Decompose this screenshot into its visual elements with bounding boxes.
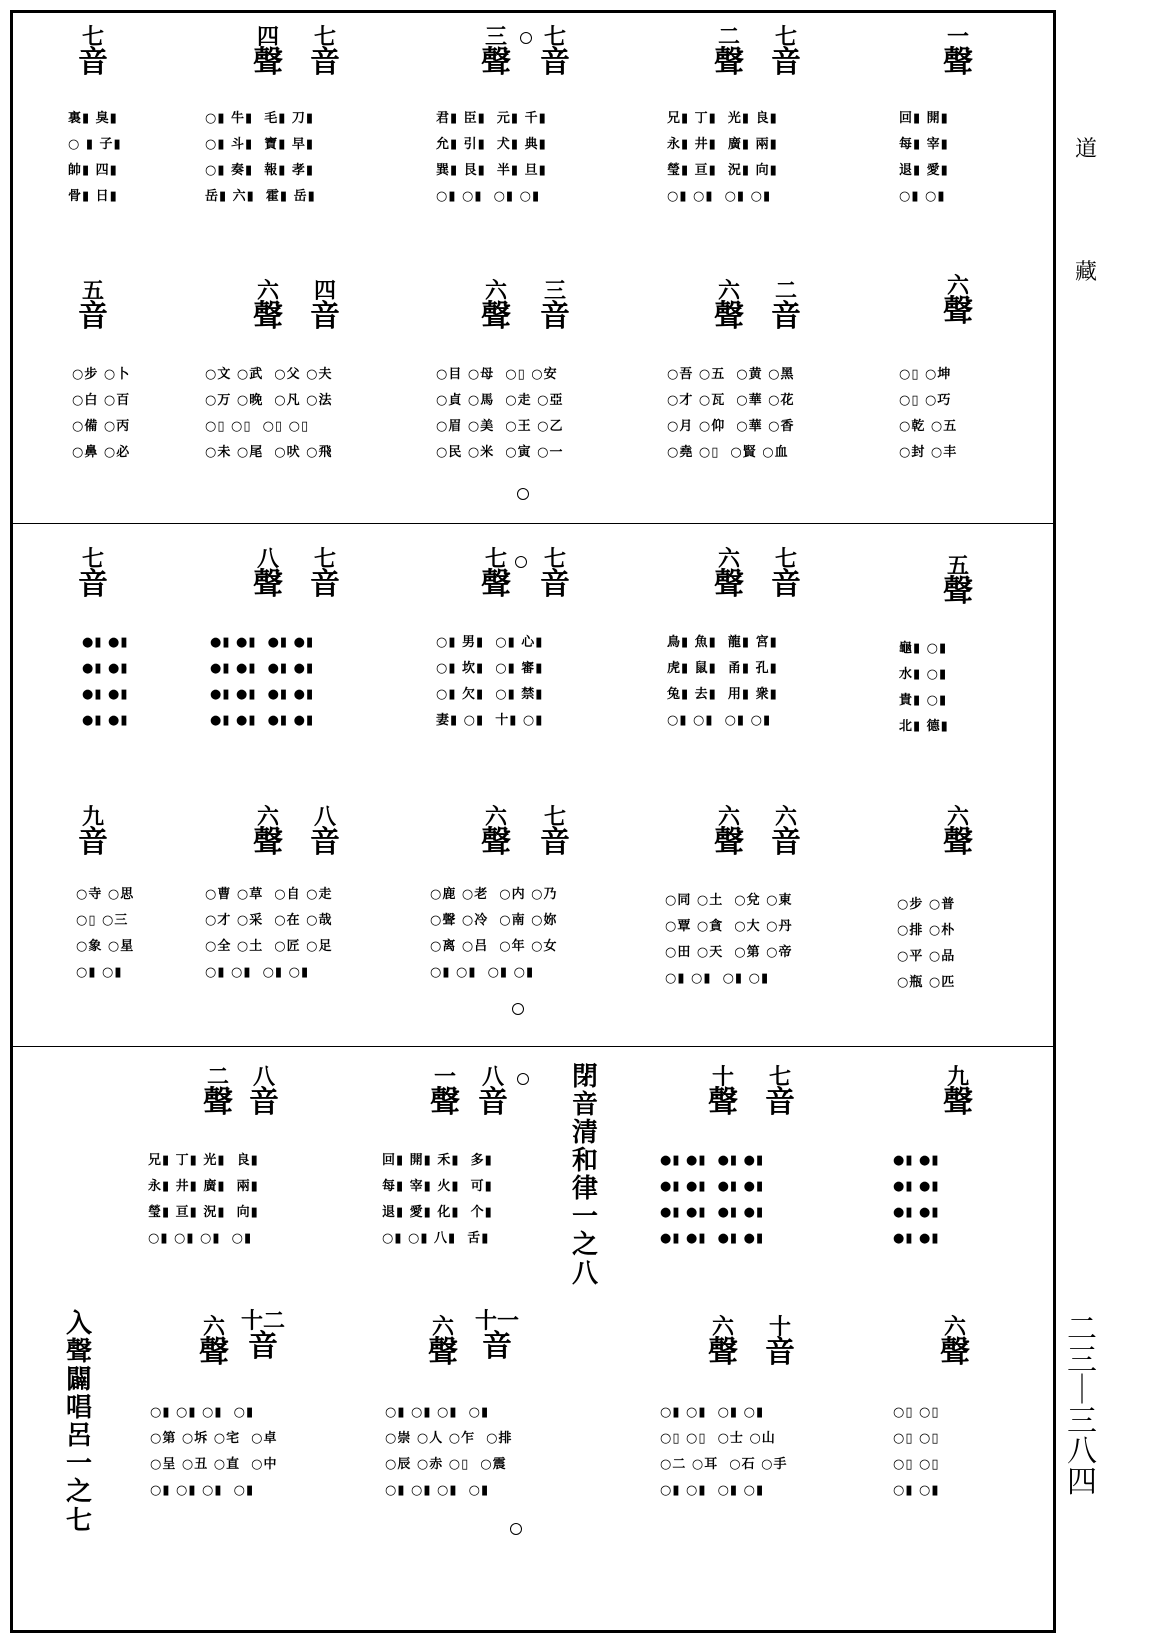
margin-label-bottom: 藏 <box>1075 260 1098 285</box>
divider-2 <box>13 1046 1053 1047</box>
cell-r2-g3: ○目 ○母 ○▯ ○安 ○貞 ○馬 ○走 ○亞 ○眉 ○美 ○王 ○乙 ○民 ○米 ○寅 ○一 <box>436 367 564 460</box>
divider-1 <box>13 523 1053 524</box>
heading-r6-g1b: 十二 音 <box>241 1308 286 1364</box>
cell-r1-g3: 君▮ 臣▮ 元▮ 千▮ 允▮ 引▮ 犬▮ 典▮ 巽▮ 艮▮ 半▮ 旦▮ ○▮ ○▮ ○▮ ○▮ <box>436 111 547 204</box>
cell-r6-g2: ○▮ ○▮ ○▮ ○▮ ○崇 ○人 ○乍 ○排 ○辰 ○赤 ○▯ ○震 ○▮ ○▮ ○▮ ○▮ <box>385 1405 513 1498</box>
cell-r3-g1: ●▮ ●▮ ●▮ ●▮ ●▮ ●▮ ●▮ ●▮ <box>82 635 129 728</box>
heading-r5-g2a: 一 聲 <box>430 1064 460 1120</box>
heading-r6-g3a: 六 聲 <box>708 1314 738 1370</box>
cell-r2-g1: ○步 ○卜 ○白 ○百 ○備 ○丙 ○鼻 ○必 <box>72 367 131 460</box>
heading-r2-g4b: 二 音 <box>771 278 801 334</box>
cell-r2-g2: ○文 ○武 ○父 ○夫 ○万 ○晚 ○凡 ○法 ○▯ ○▯ ○▯ ○▯ ○未 ○尾 ○吠 ○飛 <box>205 367 333 460</box>
heading-r2-g3b: 三 音 <box>540 278 570 334</box>
cell-r6-g1: ○▮ ○▮ ○▮ ○▮ ○第 ○坼 ○宅 ○卓 ○呈 ○丑 ○直 ○中 ○▮ ○▮ ○▮ ○▮ <box>150 1405 278 1498</box>
heading-r1-g5: 一 聲 <box>943 24 973 80</box>
heading-r5-g4: 九 聲 <box>943 1064 973 1120</box>
cell-r5-g2: 回▮ 開▮ 禾▮ 多▮ 每▮ 宰▮ 火▮ 可▮ 退▮ 愛▮ 化▮ 个▮ ○▮ ○▮ 八▮ 舌▮ <box>382 1153 493 1246</box>
heading-r3-g5: 五 聲 <box>943 553 973 609</box>
cell-r3-g5: 龜▮ ○▮ 水▮ ○▮ 貴▮ ○▮ 北▮ 德▮ <box>899 641 949 734</box>
cell-r1-g2: ○▮ 牛▮ 毛▮ 刀▮ ○▮ 斗▮ 寶▮ 早▮ ○▮ 奏▮ 報▮ 孝▮ 岳▮ 六▮ 霍▮ 岳▮ <box>205 111 316 204</box>
margin-label-top: 道 <box>1075 137 1098 162</box>
heading-r6-g4: 六 聲 <box>940 1314 970 1370</box>
page-frame <box>10 10 1056 1633</box>
heading-r6-g1a: 六 聲 <box>199 1314 229 1370</box>
heading-r3-g2b: 七 音 <box>310 546 340 602</box>
cell-r3-g3: ○▮ 男▮ ○▮ 心▮ ○▮ 坎▮ ○▮ 審▮ ○▮ 欠▮ ○▮ 禁▮ 妻▮ ○▮ 十▮ ○▮ <box>436 635 544 728</box>
heading-r1-g2b: 七 音 <box>310 24 340 80</box>
cell-r1-g5: 回▮ 開▮ 每▮ 宰▮ 退▮ 愛▮ ○▮ ○▮ <box>899 111 949 204</box>
page-number: 二 三 ｜ 三 八 四 <box>1067 1312 1097 1500</box>
heading-r5-g3b: 七 音 <box>765 1064 795 1120</box>
heading-r2-g2a: 六 聲 <box>253 278 283 334</box>
cell-r5-g3: ●▮ ●▮ ●▮ ●▮ ●▮ ●▮ ●▮ ●▮ ●▮ ●▮ ●▮ ●▮ ●▮ ●▮ ●▮ ●▮ <box>660 1153 765 1246</box>
heading-r2-g5: 六 聲 <box>943 273 973 329</box>
heading-r3-g4b: 七 音 <box>771 546 801 602</box>
heading-r5-g1b: 八 音 <box>249 1064 279 1120</box>
heading-r4-g2a: 六 聲 <box>253 804 283 860</box>
heading-r6-g3b: 十 音 <box>765 1314 795 1370</box>
cell-r1-g1: 裏▮ 臭▮ ○ ▮ 子▮ 帥▮ 四▮ 骨▮ 日▮ <box>68 111 122 204</box>
cell-r2-g5: ○▯ ○坤 ○▯ ○巧 ○乾 ○五 ○封 ○丰 <box>899 367 958 460</box>
heading-r3-g1: 七 音 <box>78 546 108 602</box>
cell-r4-g2: ○曹 ○草 ○自 ○走 ○才 ○采 ○在 ○哉 ○全 ○土 ○匠 ○足 ○▮ ○▮ ○▮ ○▮ <box>205 887 333 980</box>
heading-r1-g4b: 七 音 <box>771 24 801 80</box>
cell-r5-g1: 兄▮ 丁▮ 光▮ 良▮ 永▮ 井▮ 廣▮ 兩▮ 瑩▮ 亘▮ 況▮ 向▮ ○▮ ○▮ ○▮ ○▮ <box>148 1153 259 1246</box>
cell-r3-g2: ●▮ ●▮ ●▮ ●▮ ●▮ ●▮ ●▮ ●▮ ●▮ ●▮ ●▮ ●▮ ●▮ ●▮ ●▮ ●▮ <box>210 635 315 728</box>
heading-r5-g2b: 八 音 <box>478 1064 508 1120</box>
heading-r4-g4b: 六 音 <box>771 804 801 860</box>
cell-r4-g4: ○同 ○土 ○兌 ○東 ○覃 ○貪 ○大 ○丹 ○田 ○天 ○第 ○帝 ○▮ ○▮ ○▮ ○▮ <box>665 893 793 986</box>
heading-r1-g1: 七 音 <box>78 24 108 80</box>
heading-r4-g4a: 六 聲 <box>714 804 744 860</box>
heading-r4-g3a: 六 聲 <box>481 804 511 860</box>
heading-r3-g2a: 八 聲 <box>253 546 283 602</box>
ring-mark <box>512 1003 524 1015</box>
cell-r6-g3: ○▮ ○▮ ○▮ ○▮ ○▯ ○▯ ○士 ○山 ○二 ○耳 ○石 ○手 ○▮ ○▮ ○▮ ○▮ <box>660 1405 788 1498</box>
subtitle-column: 入 聲 闢 唱 呂 一 之 七 <box>66 1309 93 1536</box>
cell-r3-g4: 鳥▮ 魚▮ 龍▮ 宮▮ 虎▮ 鼠▮ 甬▮ 孔▮ 兔▮ 去▮ 用▮ 衆▮ ○▮ ○▮ ○▮ ○▮ <box>667 635 778 728</box>
cell-r6-g4: ○▯ ○▯ ○▯ ○▯ ○▯ ○▯ ○▮ ○▮ <box>893 1405 940 1498</box>
heading-r4-g5: 六 聲 <box>943 804 973 860</box>
cell-r2-g4: ○吾 ○五 ○黄 ○黑 ○才 ○瓦 ○華 ○花 ○月 ○仰 ○華 ○香 ○堯 ○▯ ○賢 ○血 <box>667 367 795 460</box>
cell-r4-g5: ○步 ○普 ○排 ○朴 ○平 ○品 ○瓶 ○匹 <box>897 897 956 990</box>
heading-r4-g2b: 八 音 <box>310 804 340 860</box>
heading-r5-g3a: 十 聲 <box>708 1064 738 1120</box>
heading-r3-g4a: 六 聲 <box>714 546 744 602</box>
heading-r1-g3a: 三 聲 <box>481 24 511 80</box>
ring-mark <box>517 488 529 500</box>
ring-mark <box>520 32 532 44</box>
heading-r4-g1: 九 音 <box>78 804 108 860</box>
heading-r2-g1: 五 音 <box>78 278 108 334</box>
heading-r3-g3b: 七 音 <box>540 546 570 602</box>
heading-r2-g4a: 六 聲 <box>714 278 744 334</box>
ring-mark <box>517 1073 529 1085</box>
heading-r6-g2a: 六 聲 <box>428 1314 458 1370</box>
cell-r4-g3: ○鹿 ○老 ○内 ○乃 ○聲 ○冷 ○南 ○妳 ○离 ○吕 ○年 ○女 ○▮ ○▮ ○▮ ○▮ <box>430 887 558 980</box>
heading-r1-g2a: 四 聲 <box>253 24 283 80</box>
heading-r4-g3b: 七 音 <box>540 804 570 860</box>
cell-r1-g4: 兄▮ 丁▮ 光▮ 良▮ 永▮ 井▮ 廣▮ 兩▮ 瑩▮ 亘▮ 況▮ 向▮ ○▮ ○▮ ○▮ ○▮ <box>667 111 778 204</box>
ring-mark <box>515 556 527 568</box>
cell-r4-g1: ○寺 ○思 ○▯ ○三 ○象 ○星 ○▮ ○▮ <box>76 887 135 980</box>
section-title-column: 閉 音 清 和 律 一 之 八 <box>572 1062 599 1289</box>
heading-r3-g3a: 七 聲 <box>481 546 511 602</box>
heading-r6-g2b: 十一 音 <box>475 1308 520 1364</box>
heading-r1-g3b: 七 音 <box>540 24 570 80</box>
cell-r5-g4: ●▮ ●▮ ●▮ ●▮ ●▮ ●▮ ●▮ ●▮ <box>893 1153 940 1246</box>
heading-r2-g2b: 四 音 <box>310 278 340 334</box>
heading-r5-g1a: 二 聲 <box>203 1064 233 1120</box>
ring-mark <box>510 1523 522 1535</box>
heading-r1-g4a: 二 聲 <box>714 24 744 80</box>
heading-r2-g3a: 六 聲 <box>481 278 511 334</box>
